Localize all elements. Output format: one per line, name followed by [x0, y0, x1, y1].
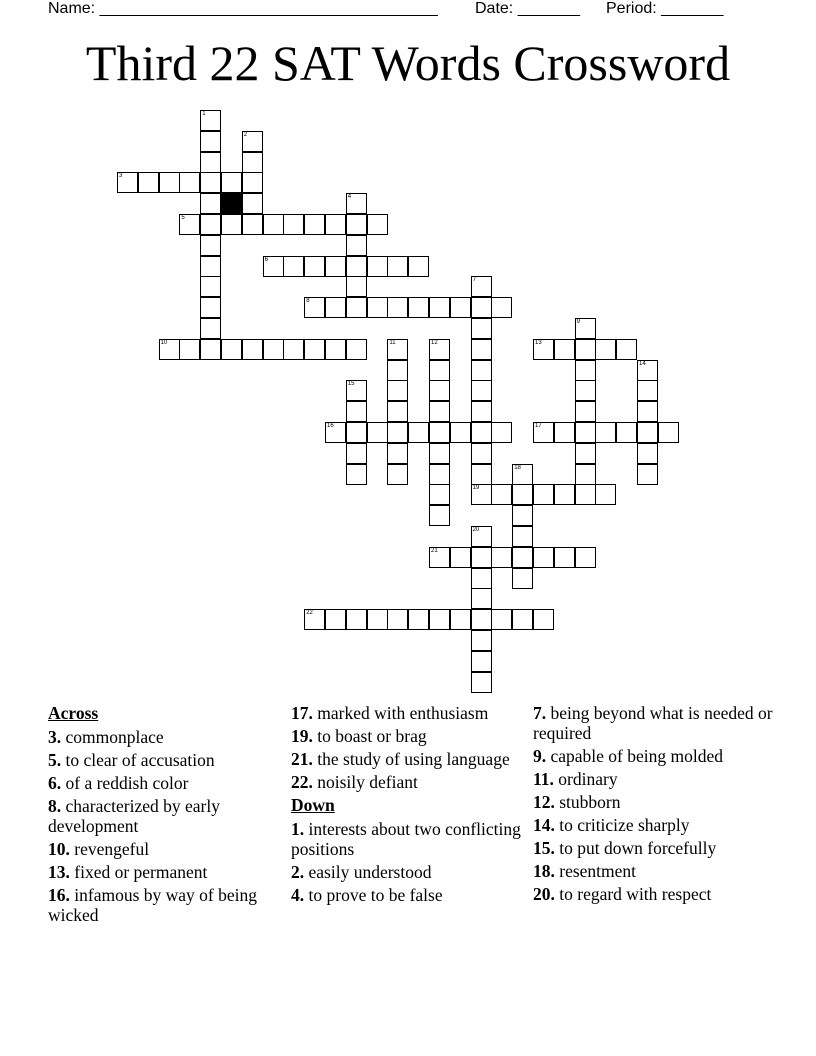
grid-cell[interactable] — [387, 380, 408, 401]
grid-cell[interactable] — [429, 339, 450, 360]
grid-cell[interactable] — [429, 297, 450, 318]
grid-cell[interactable] — [471, 297, 492, 318]
clue-text: of a reddish color — [61, 773, 189, 793]
grid-cell[interactable] — [575, 443, 596, 464]
clue-item — [533, 792, 773, 812]
grid-cell[interactable] — [283, 339, 304, 360]
grid-cell[interactable] — [325, 256, 346, 277]
grid-cell[interactable] — [242, 152, 263, 173]
grid-cell[interactable] — [325, 297, 346, 318]
grid-cell[interactable] — [367, 609, 388, 630]
grid-cell[interactable] — [367, 256, 388, 277]
clue-number: 17. — [291, 703, 313, 723]
grid-cell[interactable] — [263, 339, 284, 360]
grid-cell[interactable] — [595, 339, 616, 360]
cell-number: 17 — [535, 423, 542, 429]
grid-cell[interactable] — [200, 297, 221, 318]
grid-cell[interactable] — [637, 401, 658, 422]
grid-cell[interactable] — [512, 609, 533, 630]
clue-number: 11. — [533, 769, 554, 789]
grid-cell[interactable] — [117, 172, 138, 193]
grid-cell[interactable] — [554, 422, 575, 443]
cell-number: 15 — [347, 381, 355, 388]
clue-text: capable of being molded — [546, 746, 724, 766]
grid-cell[interactable] — [346, 276, 367, 297]
clue-number: 1. — [291, 819, 305, 839]
grid-cell[interactable] — [387, 297, 408, 318]
grid-cell[interactable] — [533, 484, 554, 505]
clue-item — [291, 885, 521, 905]
grid-cell[interactable] — [575, 422, 596, 443]
grid-cell[interactable] — [346, 380, 367, 401]
clue-text: stubborn — [554, 792, 621, 812]
clue-item — [291, 772, 521, 792]
grid-cell[interactable] — [595, 422, 616, 443]
grid-cell[interactable] — [304, 214, 325, 235]
clue-text: noisily defiant — [312, 772, 418, 792]
period-field[interactable]: Period: _______ — [606, 0, 724, 17]
grid-cell[interactable] — [242, 172, 263, 193]
clue-number: 20. — [533, 884, 555, 904]
clue-number: 19. — [291, 726, 313, 746]
grid-cell[interactable] — [221, 339, 242, 360]
clue-item — [291, 749, 521, 769]
grid-cell[interactable] — [346, 422, 367, 443]
cell-number: 19 — [472, 485, 480, 492]
grid-cell[interactable] — [242, 193, 263, 214]
grid-cell[interactable] — [512, 505, 533, 526]
grid-cell[interactable] — [346, 464, 367, 485]
clue-text: ordinary — [553, 769, 618, 789]
clues-column-2 — [291, 703, 521, 908]
grid-cell[interactable] — [533, 547, 554, 568]
date-field[interactable]: Date: _______ — [475, 0, 580, 17]
cell-number: 21 — [431, 547, 438, 554]
cell-number: 8 — [306, 298, 310, 305]
grid-cell[interactable] — [283, 214, 304, 235]
grid-cell[interactable] — [263, 214, 284, 235]
grid-cell[interactable] — [450, 609, 471, 630]
clue-text: revengeful — [69, 839, 150, 859]
grid-cell[interactable] — [491, 484, 512, 505]
cell-number: 14 — [639, 360, 646, 367]
clue-item — [48, 727, 278, 747]
grid-cell[interactable] — [200, 339, 221, 360]
grid-cell[interactable] — [471, 276, 492, 297]
grid-cell[interactable] — [387, 401, 408, 422]
grid-cell[interactable] — [304, 339, 325, 360]
grid-cell[interactable] — [533, 339, 554, 360]
grid-cell[interactable] — [346, 235, 367, 256]
grid-cell[interactable] — [450, 547, 471, 568]
grid-cell[interactable] — [346, 214, 367, 235]
grid-cell[interactable] — [325, 609, 346, 630]
grid-cell[interactable] — [200, 214, 221, 235]
grid-cell[interactable] — [491, 297, 512, 318]
grid-cell[interactable] — [637, 422, 658, 443]
cell-number: 7 — [472, 277, 476, 284]
grid-cell[interactable] — [138, 172, 159, 193]
grid-cell[interactable] — [242, 131, 263, 152]
grid-cell[interactable] — [346, 609, 367, 630]
clue-number: 18. — [533, 861, 555, 881]
cell-number: 11 — [389, 339, 396, 346]
clue-number: 2. — [291, 862, 305, 882]
grid-cell[interactable] — [304, 609, 325, 630]
clue-number: 22. — [291, 772, 313, 792]
cell-number: 20 — [472, 527, 480, 533]
grid-cell[interactable] — [637, 464, 658, 485]
grid-cell[interactable] — [387, 443, 408, 464]
clue-text: to clear of accusation — [61, 750, 215, 770]
clue-text: infamous by way of being wicked — [48, 885, 257, 925]
grid-cell[interactable] — [179, 172, 200, 193]
grid-cell[interactable] — [471, 609, 492, 630]
name-field[interactable]: Name: ______________________________________ — [48, 0, 438, 17]
grid-cell[interactable] — [471, 339, 492, 360]
grid-cell[interactable] — [200, 256, 221, 277]
grid-cell[interactable] — [200, 131, 221, 152]
grid-cell[interactable] — [554, 339, 575, 360]
grid-cell[interactable] — [387, 360, 408, 381]
grid-cell[interactable] — [408, 297, 429, 318]
grid-cell[interactable] — [471, 630, 492, 651]
clue-item — [48, 750, 278, 770]
grid-cell[interactable] — [429, 464, 450, 485]
grid-cell[interactable] — [325, 422, 346, 443]
grid-cell[interactable] — [471, 588, 492, 609]
grid-cell[interactable] — [429, 609, 450, 630]
grid-cell[interactable] — [512, 464, 533, 485]
clue-number: 3. — [48, 727, 62, 747]
clues-column-3 — [533, 703, 773, 907]
clue-item — [533, 746, 773, 766]
grid-cell[interactable] — [491, 547, 512, 568]
grid-cell[interactable] — [200, 318, 221, 339]
grid-cell[interactable] — [575, 401, 596, 422]
grid-cell[interactable] — [429, 547, 450, 568]
clue-number: 8. — [48, 796, 62, 816]
grid-cell[interactable] — [429, 422, 450, 443]
page-title: Third 22 SAT Words Crossword — [85, 35, 731, 91]
clue-number: 12. — [533, 792, 555, 812]
grid-cell[interactable] — [387, 464, 408, 485]
grid-cell[interactable] — [575, 360, 596, 381]
grid-cell[interactable] — [575, 339, 596, 360]
cell-number: 5 — [181, 215, 185, 221]
clue-item — [48, 885, 278, 925]
clue-number: 13. — [48, 862, 70, 882]
grid-cell[interactable] — [387, 339, 408, 360]
cell-number: 16 — [327, 423, 334, 429]
clues-column-1 — [48, 703, 278, 928]
grid-cell[interactable] — [471, 568, 492, 589]
grid-cell[interactable] — [637, 380, 658, 401]
cell-number: 12 — [431, 339, 438, 346]
across-heading: Across — [48, 703, 99, 723]
cell-number: 4 — [347, 194, 352, 201]
grid-cell[interactable] — [346, 443, 367, 464]
down-heading: Down — [291, 795, 335, 815]
grid-cell[interactable] — [616, 339, 637, 360]
grid-cell[interactable] — [304, 256, 325, 277]
grid-cell[interactable] — [387, 422, 408, 443]
cell-number: 6 — [264, 256, 268, 263]
grid-cell[interactable] — [554, 547, 575, 568]
clue-item — [533, 815, 773, 835]
grid-cell[interactable] — [346, 256, 367, 277]
grid-cell[interactable] — [263, 256, 284, 277]
grid-cell[interactable] — [512, 568, 533, 589]
grid-cell[interactable] — [242, 339, 263, 360]
grid-cell[interactable] — [200, 235, 221, 256]
clue-number: 9. — [533, 746, 547, 766]
grid-cell[interactable] — [575, 380, 596, 401]
grid-cell[interactable] — [658, 422, 679, 443]
clue-item — [48, 862, 278, 882]
grid-cell[interactable] — [595, 484, 616, 505]
clue-text: being beyond what is needed or required — [533, 703, 773, 743]
clue-number: 15. — [533, 838, 555, 858]
clue-item — [533, 703, 773, 743]
grid-cell[interactable] — [554, 484, 575, 505]
cell-number: 9 — [576, 319, 580, 325]
grid-cell[interactable] — [471, 443, 492, 464]
clue-text: interests about two conflicting positions — [291, 819, 521, 859]
grid-cell[interactable] — [346, 193, 367, 214]
cell-number: 18 — [514, 464, 521, 471]
clue-item — [291, 819, 521, 859]
cell-number: 22 — [306, 610, 313, 617]
clue-text: commonplace — [61, 727, 164, 747]
grid-cell[interactable] — [429, 484, 450, 505]
clue-item — [48, 839, 278, 859]
cell-number: 1 — [202, 111, 206, 117]
grid-cell[interactable] — [367, 422, 388, 443]
cell-number: 10 — [160, 339, 168, 346]
grid-cell[interactable] — [304, 297, 325, 318]
grid-cell[interactable] — [471, 380, 492, 401]
grid-cell[interactable] — [429, 505, 450, 526]
grid-cell[interactable] — [429, 443, 450, 464]
clue-text: fixed or permanent — [69, 862, 208, 882]
grid-cell[interactable] — [429, 360, 450, 381]
grid-cell[interactable] — [325, 339, 346, 360]
grid-cell[interactable] — [471, 651, 492, 672]
grid-cell[interactable] — [346, 297, 367, 318]
grid-cell[interactable] — [159, 172, 180, 193]
grid-cell[interactable] — [471, 318, 492, 339]
grid-cell[interactable] — [346, 401, 367, 422]
grid-cell[interactable] — [408, 609, 429, 630]
clue-number: 5. — [48, 750, 62, 770]
clue-number: 21. — [291, 749, 313, 769]
clue-text: marked with enthusiasm — [312, 703, 489, 723]
grid-block — [221, 193, 242, 214]
grid-cell[interactable] — [221, 214, 242, 235]
grid-cell[interactable] — [491, 422, 512, 443]
clue-text: to regard with respect — [554, 884, 712, 904]
grid-cell[interactable] — [325, 214, 346, 235]
grid-cell[interactable] — [575, 547, 596, 568]
grid-cell[interactable] — [179, 339, 200, 360]
grid-cell[interactable] — [408, 422, 429, 443]
grid-cell[interactable] — [471, 360, 492, 381]
grid-cell[interactable] — [512, 484, 533, 505]
cell-number: 13 — [535, 339, 542, 346]
clue-text: characterized by early development — [48, 796, 220, 836]
grid-cell[interactable] — [575, 318, 596, 339]
clue-item — [291, 703, 521, 723]
grid-cell[interactable] — [408, 256, 429, 277]
grid-cell[interactable] — [200, 172, 221, 193]
clue-number: 14. — [533, 815, 555, 835]
grid-cell[interactable] — [159, 339, 180, 360]
clue-text: to put down forcefully — [554, 838, 717, 858]
grid-cell[interactable] — [283, 256, 304, 277]
clue-number: 6. — [48, 773, 62, 793]
grid-cell[interactable] — [242, 214, 263, 235]
clue-text: to boast or brag — [312, 726, 427, 746]
grid-cell[interactable] — [450, 422, 471, 443]
clue-number: 7. — [533, 703, 547, 723]
grid-cell[interactable] — [221, 172, 242, 193]
grid-cell[interactable] — [367, 297, 388, 318]
grid-cell[interactable] — [637, 443, 658, 464]
grid-cell[interactable] — [200, 193, 221, 214]
grid-cell[interactable] — [533, 609, 554, 630]
grid-cell[interactable] — [471, 422, 492, 443]
grid-cell[interactable] — [471, 401, 492, 422]
clue-text: to prove to be false — [304, 885, 443, 905]
grid-cell[interactable] — [450, 297, 471, 318]
grid-cell[interactable] — [637, 360, 658, 381]
clue-text: resentment — [554, 861, 637, 881]
clue-item — [291, 862, 521, 882]
grid-cell[interactable] — [491, 609, 512, 630]
grid-cell[interactable] — [367, 214, 388, 235]
cell-number: 3 — [119, 173, 123, 180]
grid-cell[interactable] — [575, 464, 596, 485]
grid-cell[interactable] — [387, 609, 408, 630]
clue-number: 4. — [291, 885, 305, 905]
grid-cell[interactable] — [512, 526, 533, 547]
clue-item — [48, 796, 278, 836]
grid-cell[interactable] — [429, 401, 450, 422]
clue-item — [533, 769, 773, 789]
grid-cell[interactable] — [200, 276, 221, 297]
grid-cell[interactable] — [471, 464, 492, 485]
grid-cell[interactable] — [471, 484, 492, 505]
grid-cell[interactable] — [471, 526, 492, 547]
cell-number: 2 — [243, 131, 248, 138]
grid-cell[interactable] — [179, 214, 200, 235]
grid-cell[interactable] — [387, 256, 408, 277]
grid-cell[interactable] — [512, 547, 533, 568]
clue-item — [291, 726, 521, 746]
clue-item — [48, 773, 278, 793]
grid-cell[interactable] — [533, 422, 554, 443]
grid-cell[interactable] — [471, 547, 492, 568]
grid-cell[interactable] — [575, 484, 596, 505]
clue-item — [533, 861, 773, 881]
grid-cell[interactable] — [429, 380, 450, 401]
clue-text: the study of using language — [312, 749, 510, 769]
grid-cell[interactable] — [200, 152, 221, 173]
clue-text: to criticize sharply — [554, 815, 690, 835]
clue-number: 16. — [48, 885, 70, 905]
grid-cell[interactable] — [616, 422, 637, 443]
clue-item — [533, 838, 773, 858]
clue-number: 10. — [48, 839, 70, 859]
grid-cell[interactable] — [200, 110, 221, 131]
grid-cell[interactable] — [346, 339, 367, 360]
clue-item — [533, 884, 773, 904]
clue-text: easily understood — [304, 862, 432, 882]
grid-cell[interactable] — [471, 672, 492, 693]
